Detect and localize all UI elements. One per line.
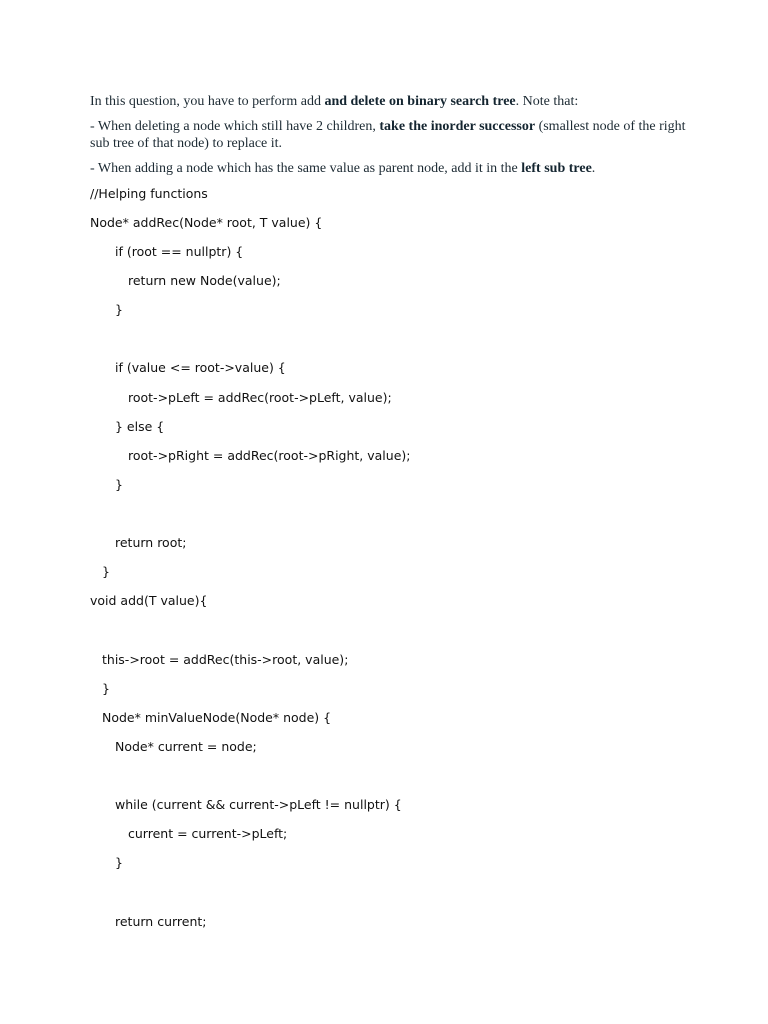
code-line: } else { [115, 419, 165, 434]
note-delete-text: - When deleting a node which still have 2 children, [90, 119, 380, 134]
note-add-text-end: . [591, 161, 596, 176]
code-line: return root; [115, 535, 187, 550]
code-line: this->root = addRec(this->root, value); [102, 652, 349, 667]
code-comment: //Helping functions [90, 186, 208, 201]
note-delete-paragraph [90, 118, 690, 152]
code-line: current = current->pLeft; [128, 826, 288, 841]
code-line: void add(T value){ [90, 593, 208, 608]
code-line: Node* minValueNode(Node* node) { [102, 710, 332, 725]
code-line: } [102, 681, 110, 696]
code-line: return current; [115, 914, 207, 929]
note-delete-bold: take the inorder successor [379, 119, 536, 134]
note-add-paragraph [90, 160, 690, 177]
note-delete-text-end: (smallest node of the right sub tree of that node) to replace it. [90, 119, 686, 151]
intro-paragraph [90, 93, 690, 110]
note-add-text: - When adding a node which has the same value as parent node, add it in the [90, 161, 522, 176]
code-line: } [115, 302, 123, 317]
code-line: Node* current = node; [115, 739, 257, 754]
code-line: root->pLeft = addRec(root->pLeft, value); [128, 390, 392, 405]
code-line: root->pRight = addRec(root->pRight, value); [128, 448, 411, 463]
code-line: while (current && current->pLeft != nullptr) { [115, 797, 402, 812]
intro-bold: and delete on binary search tree [324, 94, 516, 109]
code-line: } [115, 477, 123, 492]
code-line: } [115, 855, 123, 870]
code-line: if (root == nullptr) { [115, 244, 244, 259]
code-line: } [102, 564, 110, 579]
note-add-bold: left sub tree [521, 161, 592, 176]
intro-text-end: . Note that: [515, 94, 579, 109]
intro-text: In this question, you have to perform add [90, 94, 325, 109]
code-line: Node* addRec(Node* root, T value) { [90, 215, 323, 230]
code-line: return new Node(value); [128, 273, 281, 288]
code-line: if (value <= root->value) { [115, 360, 286, 375]
